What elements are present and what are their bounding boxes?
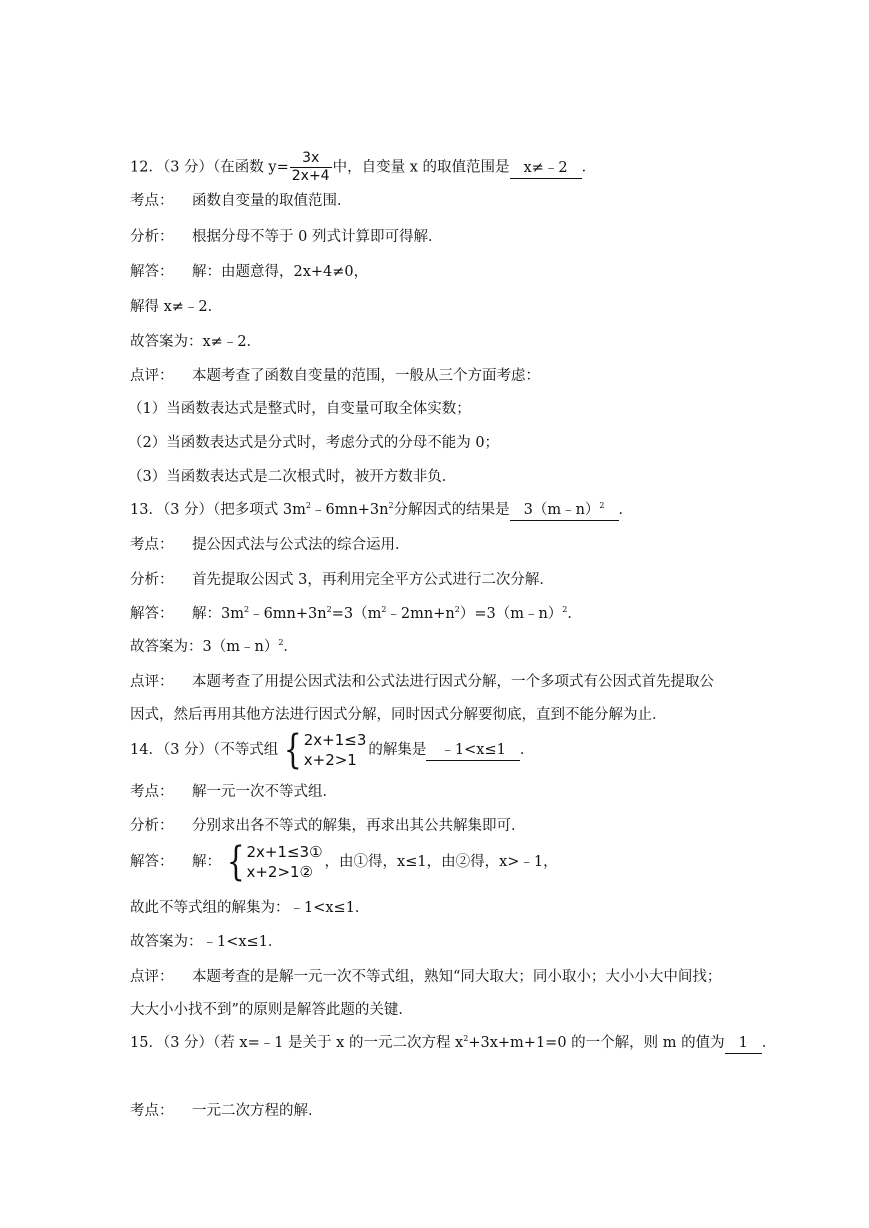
q12-point3: （3）当函数表达式是二次根式时，被开方数非负．	[128, 469, 457, 485]
q12-point1: （1）当函数表达式是整式时，自变量可取全体实数；	[128, 401, 471, 417]
q13-kaodian: 考点： 提公因式法与公式法的综合运用．	[130, 537, 410, 553]
q13-jieda: 解答： 解：$3m^2﹣6mn+3n^2=3(m^2﹣2mn+n^2)=3(m﹣n)^2$．	[130, 605, 582, 622]
q13-dianping: 点评： 本题考查了用提公因式法和公式法进行因式分解，一个多项式有公因式首先提取公	[130, 674, 714, 690]
q13-answer: 3（m﹣n）$^2$	[510, 500, 619, 521]
q14-kaodian: 考点： 解一元一次不等式组．	[130, 784, 337, 800]
q14-line2: 故答案为：﹣1<x≤1．	[130, 934, 283, 950]
q15-kaodian: 考点： 一元二次方程的解．	[130, 1103, 323, 1119]
q14-answer: ﹣1<x≤1	[426, 740, 519, 761]
q12-answer: x≠﹣2	[510, 158, 582, 179]
q12-jieda: 解答： 解：由题意得，2x+4≠0，	[130, 264, 369, 280]
q15-answer: 1	[725, 1033, 762, 1054]
q12-fenxi: 分析： 根据分母不等于 0 列式计算即可得解．	[130, 229, 443, 245]
q14-question: 14．（3 分）（不等式组 { 2x+1≤3 x+2>1 的解集是 ﹣1<x≤1 ．	[130, 727, 535, 773]
q12-fraction: $\frac{3x}{2x+4}$	[291, 150, 330, 184]
brace-icon: {	[284, 727, 302, 773]
q14-dianping: 点评： 本题考查的是解一元一次不等式组，熟知“同大取大；同小取小；大小小大中间找；	[130, 969, 722, 985]
q14-dianping-cont: 大大小小找不到”的原则是解答此题的关键．	[130, 1002, 413, 1018]
q13-line2: 故答案为：3（m﹣n）$^2$．	[130, 638, 298, 655]
q14-line1: 故此不等式组的解集为：﹣1<x≤1．	[130, 900, 370, 916]
q12-line1: 解得 x≠﹣2．	[130, 299, 223, 315]
q14-jieda: 解答： 解： { 2x+1≤3① x+2>1② ，由①得，x≤1，由②得，x>﹣1，	[130, 839, 558, 885]
q12-point2: （2）当函数表达式是分式时，考虑分式的分母不能为 0；	[128, 435, 500, 451]
brace-icon: {	[226, 839, 245, 885]
q12-dianping: 点评： 本题考查了函数自变量的范围，一般从三个方面考虑：	[130, 368, 540, 384]
q14-inequality-system: { 2x+1≤3 x+2>1	[284, 727, 367, 773]
q14-fenxi: 分析： 分别求出各不等式的解集，再求出其公共解集即可．	[130, 818, 526, 834]
q13-dianping-cont: 因式，然后再用其他方法进行因式分解，同时因式分解要彻底，直到不能分解为止．	[130, 707, 667, 723]
q12-line2: 故答案为：x≠﹣2．	[130, 334, 262, 350]
q15-question: 15．（3 分）（若 x=﹣1 是关于 x 的一元二次方程 $x^2+3x+m+1=0$ 的一个解，则 m 的值为 1 ．	[130, 1033, 776, 1054]
q12-kaodian: 考点： 函数自变量的取值范围．	[130, 193, 352, 209]
q13-fenxi: 分析： 首先提取公因式 3，再利用完全平方公式进行二次分解．	[130, 572, 554, 588]
q12-question: 12．（3 分）（在函数 y= $\frac{3x}{2x+4}$ 中，自变量 x 的取值范围是 x≠﹣2 ．	[130, 150, 597, 184]
q13-question: 13．（3 分）（把多项式 $3m^2﹣6mn+3n^2$分解因式的结果是 3（m﹣n）$^2$ ．	[130, 500, 633, 521]
q14-solution-system: { 2x+1≤3① x+2>1②	[226, 839, 323, 885]
